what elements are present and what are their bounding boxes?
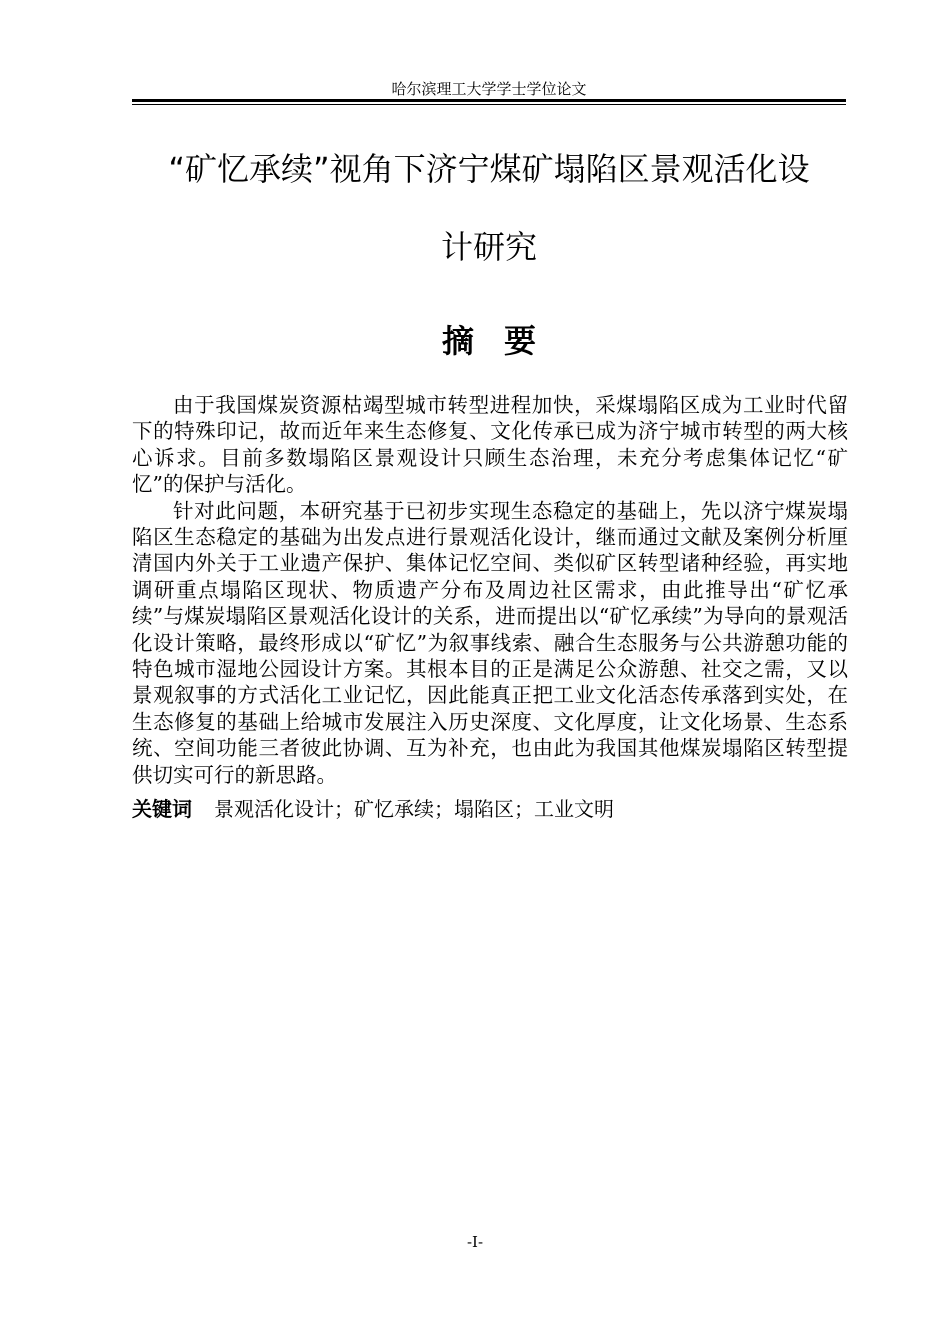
page-number: -I- bbox=[466, 1233, 484, 1251]
header-rule-thin bbox=[132, 104, 846, 105]
thesis-title-line-2: 计研究 bbox=[440, 228, 537, 266]
abstract-paragraph-2: 针对此问题，本研究基于已初步实现生态稳定的基础上，先以济宁煤炭塌陷区生态稳定的基础为出发点进行景观活化设计，继而通过文献及案例分析厘清国内外关于工业遗产保护、集体记忆空间、类似矿区转型诸种经验，再实地调研重点塌陷区现状、物质遗产分布及周边社区需求，由此推导出“矿忆承续”与煤炭塌陷区景观活化设计的关系，进而提出以“矿忆承续”为导向的景观活化设计策略，最终形成以“矿忆”为叙事线索、融合生态服务与公共游憩功能的特色城市湿地公园设计方案。其根本目的正是满足公众游憩、社交之需，又以景观叙事的方式活化工业记忆，因此能真正把工业文化活态传承落到实处，在生态修复的基础上给城市发展注入历史深度、文化厚度，让文化场景、生态系统、空间功能三者彼此协调、互为补充，也由此为我国其他煤炭塌陷区转型提供切实可行的新思路。 bbox=[132, 498, 848, 787]
keywords-label: 关键词 bbox=[132, 797, 192, 821]
running-header: 哈尔滨理工大学学士学位论文 bbox=[391, 80, 587, 98]
abstract-heading: 摘要 bbox=[441, 322, 566, 360]
abstract-paragraph-1: 由于我国煤炭资源枯竭型城市转型进程加快，采煤塌陷区成为工业时代留下的特殊印记，故而近年来生态修复、文化传承已成为济宁城市转型的两大核心诉求。目前多数塌陷区景观设计只顾生态治理，未充分考虑集体记忆“矿忆”的保护与活化。 bbox=[132, 393, 848, 497]
thesis-title-line-1: “矿忆承续”视角下济宁煤矿塌陷区景观活化设 bbox=[168, 150, 810, 188]
keywords-line bbox=[132, 796, 848, 822]
header-rule-thick bbox=[132, 99, 846, 102]
keywords-text: 景观活化设计；矿忆承续；塌陷区；工业文明 bbox=[214, 797, 614, 821]
abstract-body bbox=[132, 392, 848, 788]
